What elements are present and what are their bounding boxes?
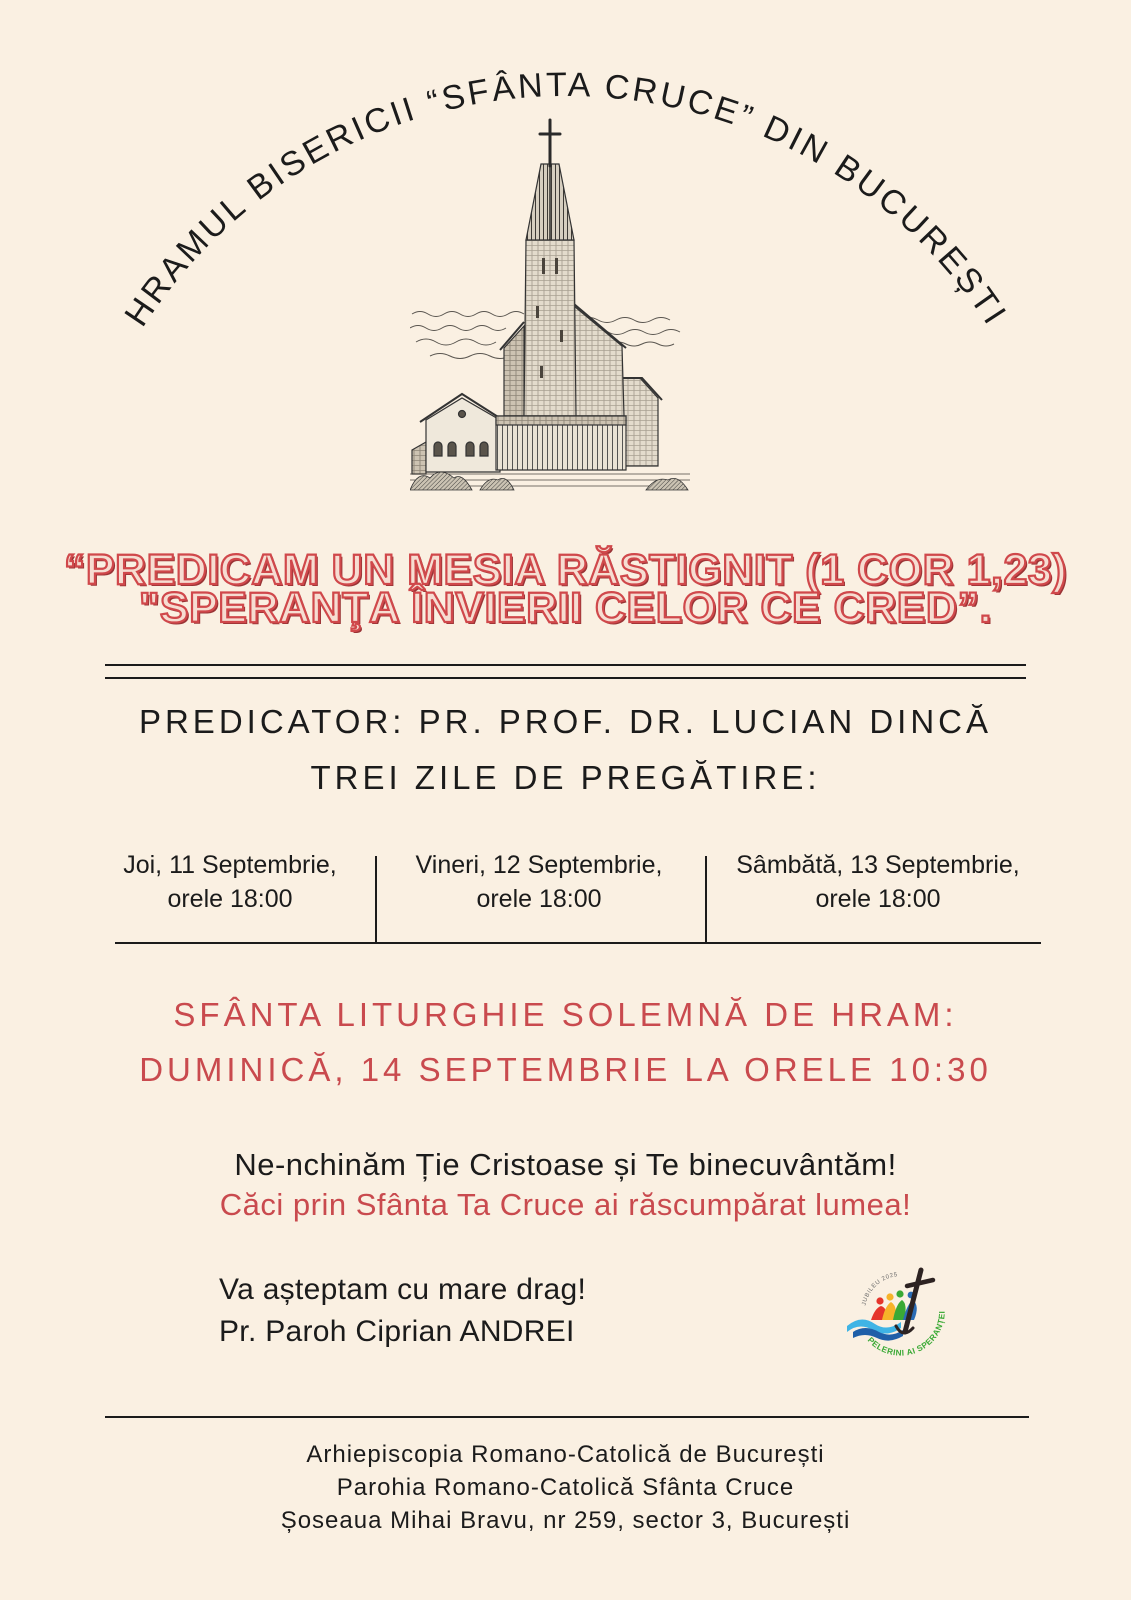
day-date: Sâmbătă, 13 Septembrie,: [736, 851, 1020, 879]
logo-cross-vertical: [905, 1270, 921, 1332]
day-date: Vineri, 12 Septembrie,: [415, 851, 663, 879]
bush-left: [410, 472, 472, 490]
days-bottom-rule: [115, 942, 1041, 944]
quote-line-1: “PREDICAM UN MESIA RĂSTIGNIT (1 COR 1,23): [63, 546, 1068, 594]
divider-bottom: [105, 677, 1026, 679]
nave-left-face: [504, 326, 524, 416]
day-time: orele 18:00: [476, 885, 602, 913]
church-spire: [526, 164, 574, 240]
tower-slit-window: [560, 330, 563, 342]
day-time: orele 18:00: [167, 885, 293, 913]
annex-arched-window: [434, 442, 442, 456]
day-time: orele 18:00: [815, 885, 941, 913]
jubilee-logo: [843, 1262, 958, 1367]
figure-green-head: [896, 1290, 903, 1297]
annex-wall: [426, 398, 500, 472]
liturgy-line-1: SFÂNTA LITURGHIE SOLEMNĂ DE HRAM:: [173, 996, 958, 1033]
day-column-3: [710, 848, 1046, 916]
annex-arched-window: [466, 442, 474, 456]
day-column-1: [100, 848, 360, 916]
church-cross: [540, 120, 560, 166]
right-aisle-wall: [574, 306, 624, 416]
tower-slit-window: [555, 258, 558, 274]
footer-line-2: Parohia Romano-Catolică Sfânta Cruce: [336, 1474, 795, 1501]
figure-yellow-head: [886, 1293, 893, 1300]
figure-red-head: [876, 1297, 883, 1304]
ground: [410, 472, 690, 490]
church-tower: [524, 240, 576, 416]
footer-line-3: Șoseaua Mihai Bravu, nr 259, sector 3, București: [280, 1507, 851, 1534]
day-column-2: [376, 848, 702, 916]
cloud-line: [412, 312, 524, 317]
invitation-line-1: Va așteptam cu mare drag!: [219, 1273, 587, 1306]
logo-top-text-path: JUBILEU 2025: [861, 1272, 899, 1307]
church-illustration: [410, 116, 690, 494]
day-date: Joi, 11 Septembrie,: [123, 851, 337, 879]
front-glass-facade: [496, 416, 626, 470]
preparation-title: TREI ZILE DE PREGĂTIRE:: [310, 759, 821, 796]
liturgy-line-2: DUMINICĂ, 14 SEPTEMBRIE LA ORELE 10:30: [139, 1051, 992, 1088]
prayer-line-1: Ne-nchinăm Ție Cristoase și Te binecuvântăm!: [234, 1147, 897, 1182]
footer-rule: [105, 1416, 1029, 1418]
tower-slit-window: [536, 306, 539, 318]
cloud-line: [410, 326, 506, 331]
tower-slit-window: [540, 366, 543, 378]
footer-line-1: Arhiepiscopia Romano-Catolică de București: [306, 1441, 825, 1468]
invitation-signature: Pr. Paroh Ciprian ANDREI: [219, 1315, 575, 1348]
annex-arched-window: [480, 442, 488, 456]
far-left-roof: [412, 442, 426, 474]
column-separator: [375, 856, 377, 943]
cloud-line: [416, 339, 496, 345]
prayer-line-2: Căci prin Sfânta Ta Cruce ai răscumpărat lumea!: [219, 1187, 912, 1222]
annex-round-window: [459, 411, 466, 418]
logo-bottom-text-path: PELERINI AI SPERANȚEI: [865, 1310, 947, 1358]
divider-top: [105, 664, 1026, 666]
annex-arched-window: [448, 442, 456, 456]
preacher-line: PREDICATOR: PR. PROF. DR. LUCIAN DINCĂ: [138, 703, 993, 740]
logo-cross-bar: [907, 1280, 933, 1286]
tower-slit-window: [542, 258, 545, 274]
left-annex-building: [412, 394, 506, 474]
arched-title-path: HRAMUL BISERICII “SFÂNTA CRUCE” DIN BUCUREȘTI: [117, 65, 1015, 333]
column-separator: [705, 856, 707, 943]
facade-band: [496, 416, 626, 425]
tower-wall: [524, 240, 576, 416]
cloud-line: [430, 354, 510, 359]
quote-line-2: "SPERANŢA ÎNVIERII CELOR CE CRED”.: [139, 584, 992, 632]
